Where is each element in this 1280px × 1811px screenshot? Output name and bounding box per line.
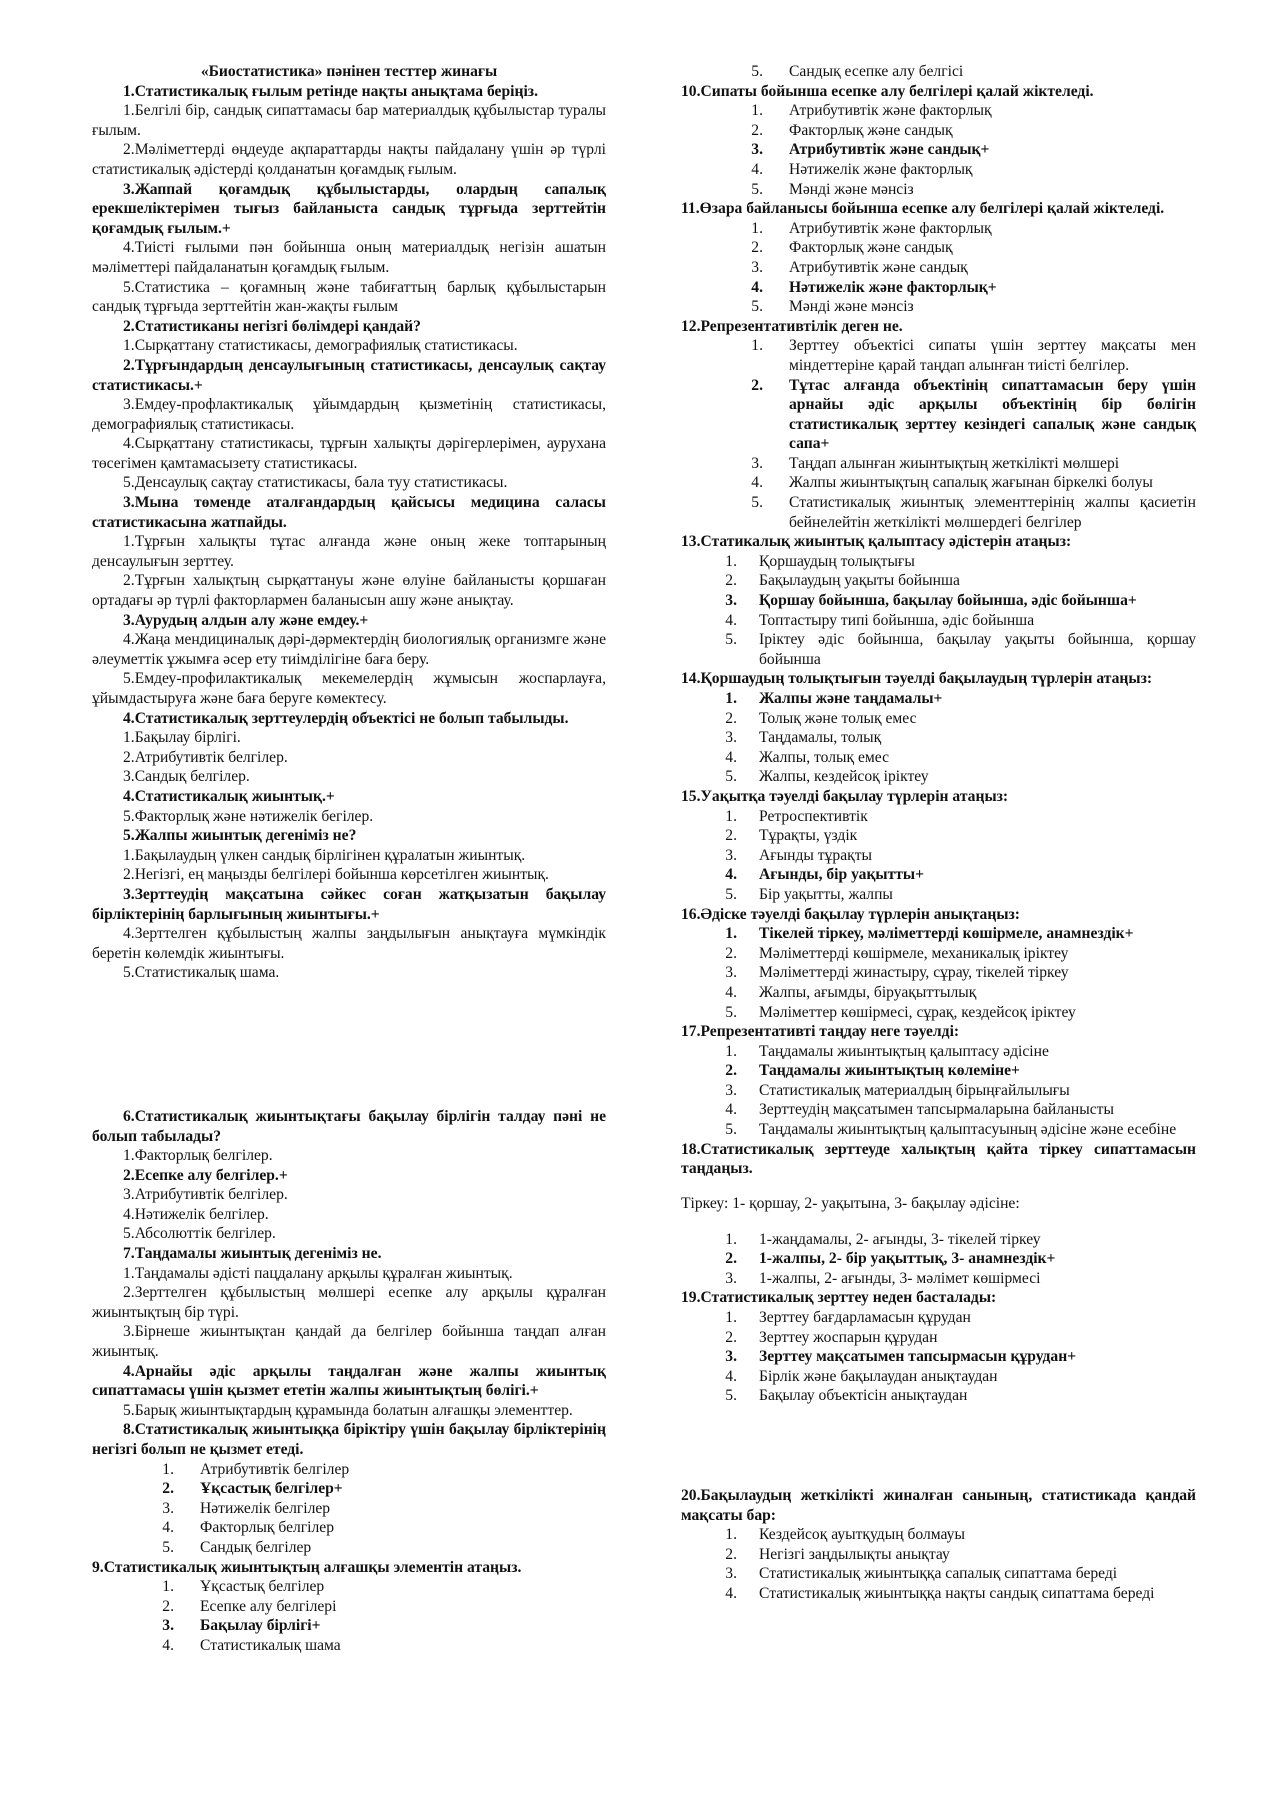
option-text: Кездейсоқ ауытқудың болмауы: [759, 1526, 965, 1544]
option-number: 3.: [751, 258, 763, 276]
question-text: 4.Статистикалық зерттеулердің объектісі не болып табылыды.: [123, 709, 569, 727]
option-number: 1.: [751, 102, 763, 120]
answer-option: 4.Тиісті ғылыми пән бойынша оның материалдық негізін ашатын мәліметтері пайдаланатын қоғамдық ғылым.: [92, 239, 606, 276]
list-item: [681, 983, 1196, 1003]
question-8-options: [92, 1460, 606, 1558]
option-number: 2.: [751, 376, 763, 394]
list-item: [681, 552, 1196, 572]
option-number: 4.: [751, 160, 763, 178]
list-item: [681, 591, 1196, 611]
list-item: [681, 709, 1196, 729]
list-item: [681, 924, 1196, 944]
option-text: Зерттеу жоспарын құрудан: [759, 1328, 938, 1346]
option-text: Атрибутивтік және сандық+: [789, 141, 990, 159]
answer-option: 2.Негізгі, ең маңызды белгілері бойынша көрсетілген жиынтық.: [123, 866, 549, 884]
option-number: 1.: [751, 337, 763, 355]
answer-option: 2.Зерттелген құбылыстың мөлшері есепке алу арқылы құралған жиынтықтың бір түрі.: [92, 1284, 606, 1321]
list-item: [681, 454, 1196, 474]
question-block-6: [92, 1107, 606, 1244]
list-item: [681, 121, 1196, 141]
question-block-20: [681, 1486, 1196, 1604]
page-gap: [92, 983, 606, 1107]
option-number: 2.: [725, 827, 737, 845]
question-block-3: [92, 493, 606, 709]
list-item: [92, 1460, 606, 1480]
question-block-5: [92, 826, 606, 983]
option-text: Нәтижелік белгілер: [200, 1499, 331, 1517]
list-item: [681, 846, 1196, 866]
list-item: [681, 219, 1196, 239]
question-text: 18.Статистикалық зерттеуде халықтың қайта тіркеу сипаттамасын таңдаңыз.: [681, 1140, 1196, 1178]
option-number: 1.: [725, 690, 737, 707]
option-number: 4.: [725, 611, 737, 629]
option-text: Таңдап алынған жиынтықтың жеткілікті мөлшері: [789, 454, 1120, 472]
option-number: 4.: [751, 278, 763, 296]
question-text: 1.Статистикалық ғылым ретінде нақты анықтама беріңіз.: [123, 82, 538, 100]
option-text: Зерттеу мақсатымен тапсырмасын құрудан+: [759, 1348, 1077, 1366]
list-item: [681, 728, 1196, 748]
option-number: 4.: [751, 474, 763, 492]
list-item: [681, 1269, 1196, 1289]
question-text: 20.Бақылаудың жеткілікті жиналған санының, статистикада қандай мақсаты бар:: [681, 1486, 1196, 1524]
option-number: 5.: [725, 1121, 737, 1139]
option-number: 5.: [725, 631, 737, 649]
list-item: [681, 865, 1196, 885]
option-text: Мәліметтерді жинастыру, сұрау, тікелей тіркеу: [759, 964, 1069, 982]
question-9-options: [92, 1577, 606, 1655]
option-text: Статистикалық материалдың бірыңғайлылығы: [759, 1081, 1070, 1099]
answer-option: 3.Аурудың алдын алу және емдеу.+: [123, 611, 369, 629]
option-number: 1.: [751, 219, 763, 237]
option-number: 4.: [725, 1584, 737, 1602]
list-item: [92, 1597, 606, 1617]
question-text: 3.Мына төменде аталғандардың қайсысы медицина саласы статистикасына жатпайды.: [92, 494, 606, 531]
option-number: 3.: [725, 964, 737, 982]
question-block-13: [681, 532, 1196, 669]
list-item: [681, 963, 1196, 983]
question-text: 5.Жалпы жиынтық дегеніміз не?: [123, 827, 357, 845]
question-text: 17.Репрезентативті таңдау неге тәуелді:: [681, 1023, 960, 1041]
option-number: 3.: [725, 1081, 737, 1099]
option-text: Статистикалық жиынтық элементтерінің жалпы қасиетін бейнелейтін жеткілікті мөлшердегі белгілер: [789, 494, 1196, 531]
question-block-2: [92, 317, 606, 493]
option-text: Жалпы жиынтықтың сапалық жағынан біркелкі болуы: [789, 474, 1153, 492]
list-item: [92, 1518, 606, 1538]
option-text: Таңдамалы, толық: [759, 729, 882, 747]
option-text: Бірлік және бақылаудан анықтаудан: [759, 1367, 998, 1385]
option-number: 3.: [725, 1269, 737, 1287]
question-text: 8.Статистикалық жиынтыққа біріктіру үшін бақылау бірліктерінің негізгі болып не қызмет етеді.: [92, 1421, 606, 1458]
list-item: [681, 473, 1196, 493]
answer-option: 5.Статистика – қоғамның және табиғаттың барлық құбылыстарын сандық тұрғыда зерттейтін жан-жақты ғылым: [92, 278, 606, 316]
question-text: 15.Уақытқа тәуелді бақылау түрлерін атаңыз:: [681, 787, 1009, 805]
option-text: Қоршау бойынша, бақылау бойынша, әдіс бойынша+: [759, 592, 1137, 610]
option-number: 2.: [725, 1250, 737, 1268]
answer-option: 4.Нәтижелік белгілер.: [123, 1205, 269, 1223]
answer-option: 3.Бірнеше жиынтықтан қандай да белгілер бойынша таңдап алған жиынтық.: [92, 1323, 606, 1361]
question-block-16: [681, 905, 1196, 1023]
question-text: 10.Сипаты бойынша есепке алу белгілері қалай жіктеледі.: [681, 82, 1094, 100]
option-text: Ретроспективтік: [759, 807, 868, 825]
option-text: Топтастыру типі бойынша, әдіс бойынша: [759, 611, 1035, 629]
list-item: [681, 885, 1196, 905]
option-text: Толық және толық емес: [759, 709, 917, 727]
option-number: 3.: [751, 141, 763, 159]
option-text: Бақылау бірлігі+: [200, 1617, 321, 1635]
option-text: Мәнді және мәнсіз: [789, 298, 914, 316]
question-block-17: [681, 1022, 1196, 1140]
option-number: 5.: [725, 1387, 737, 1405]
list-item: [681, 1367, 1196, 1387]
option-number: 1.: [725, 1230, 737, 1248]
option-text: Тұтас алғанда объектінің сипаттамасын беру үшін арнайы әдіс арқылы объектінің бір бөлігін статистикалық зерттеу кезіндегі сапалық және сандық сапа+: [789, 376, 1196, 453]
option-number: 2.: [725, 572, 737, 590]
option-number: 5.: [751, 180, 763, 198]
question-block-4: [92, 709, 606, 827]
list-item: [681, 62, 1196, 82]
option-text: Іріктеу әдіс бойынша, бақылау уақыты бойынша, қоршау бойынша: [759, 631, 1196, 668]
option-number: 4.: [725, 748, 737, 766]
option-text: 1-жаңдамалы, 2- ағынды, 3- тікелей тіркеу: [759, 1230, 1041, 1248]
answer-option: 2.Мәліметтерді өңдеуде ақпараттарды нақты пайдалану үшін әр түрлі статистикалық әдістерді қолданатын қоғамдық ғылым.: [92, 141, 606, 178]
option-text: Бақылау объектісін анықтаудан: [759, 1387, 968, 1405]
question-text: 2.Статистиканы негізгі бөлімдері қандай?: [123, 317, 421, 335]
option-number: 3.: [725, 846, 737, 864]
option-text: Қоршаудың толықтығы: [759, 552, 915, 570]
option-text: Атрибутивтік және факторлық: [789, 219, 992, 237]
list-item: [681, 140, 1196, 160]
list-item: [681, 101, 1196, 121]
option-text: Мәліметтер көшірмесі, сұрақ, кездейсоқ іріктеу: [759, 1003, 1076, 1021]
list-item: [681, 1120, 1196, 1140]
answer-option: 5.Факторлық және нәтижелік бегілер.: [123, 807, 374, 825]
list-item: [92, 1577, 606, 1597]
list-item: [681, 1564, 1196, 1584]
answer-option: 4.Арнайы әдіс арқылы таңдалған және жалпы жиынтық сипаттамасы үшін қызмет ететін жалпы жиынтықтың бөлігі.+: [92, 1362, 606, 1400]
option-number: 1.: [725, 1309, 737, 1326]
list-item: [681, 1525, 1196, 1545]
option-number: 4.: [725, 983, 737, 1001]
option-text: Сандық белгілер: [200, 1538, 312, 1556]
answer-option: 3.Сандық белгілер.: [123, 768, 250, 786]
option-text: Жалпы және таңдамалы+: [759, 690, 943, 707]
list-item: [681, 297, 1196, 317]
option-number: 1.: [725, 925, 737, 943]
option-text: Жалпы, ағымды, біруақыттылық: [759, 983, 977, 1001]
option-text: Статистикалық жиынтыққа нақты сандық сипаттама береді: [759, 1584, 1155, 1602]
answer-option: 1.Сырқаттану статистикасы, демографиялық статистикасы.: [123, 337, 518, 355]
option-number: 5.: [725, 1003, 737, 1021]
list-item: [681, 1100, 1196, 1120]
option-text: Сандық есепке алу белгісі: [789, 63, 964, 80]
list-item: [681, 1230, 1196, 1250]
list-item: [681, 748, 1196, 768]
option-number: 1.: [725, 1526, 737, 1544]
list-item: [681, 1308, 1196, 1328]
option-text: Атрибутивтік белгілер: [200, 1460, 350, 1478]
list-item: [681, 180, 1196, 200]
list-item: [681, 1584, 1196, 1604]
option-text: Зерттеудің мақсатымен тапсырмаларына байланысты: [759, 1101, 1114, 1119]
right-column: [681, 62, 1196, 1604]
option-number: 1.: [162, 1578, 174, 1596]
list-item: [681, 1061, 1196, 1081]
option-number: 1.: [162, 1460, 174, 1478]
option-text: Факторлық және сандық: [789, 121, 953, 139]
option-text: Нәтижелік және факторлық+: [789, 278, 997, 296]
question-text: 12.Репрезентативтілік деген не.: [681, 317, 903, 335]
list-item: [681, 630, 1196, 669]
list-item: [681, 1328, 1196, 1348]
answer-option: 1.Таңдамалы әдісті пацдалану арқылы құралған жиынтық.: [123, 1264, 513, 1282]
option-text: Негізгі заңдылықты анықтау: [759, 1545, 950, 1563]
answer-option: 3.Жаппай қоғамдық құбылыстарды, олардың сапалық ерекшеліктерімен тығыз байланыста сандық тұрғыда зерттейтін қоғамдық ғылым.+: [92, 180, 606, 237]
option-text: Тікелей тіркеу, мәліметтерді көшірмеле, анамнездік+: [759, 925, 1134, 943]
answer-option: 2.Тұрғын халықтың сырқаттануы және өлуіне байланысты қоршаған ортадағы әр түрлі факторлармен баланысын ашу және анықтау.: [92, 572, 606, 610]
option-text: Бір уақытты, жалпы: [759, 885, 893, 903]
list-item: [681, 944, 1196, 964]
option-number: 4.: [725, 866, 737, 884]
option-number: 2.: [162, 1597, 174, 1615]
answer-option: 1.Бақылау бірлігі.: [123, 729, 241, 747]
question-text: 6.Статистикалық жиынтықтағы бақылау бірлігін талдау пәні не болып табылады?: [92, 1107, 606, 1145]
list-item: [681, 1081, 1196, 1101]
answer-option: 4.Зерттелген құбылыстың жалпы заңдылығын анықтауға мүмкіндік беретін көлемдік жиынтығы.: [92, 925, 606, 962]
question-text: 13.Статикалық жиынтық қалыптасу әдістерін атаңыз:: [681, 533, 1072, 551]
question-text: 14.Қоршаудың толықтығын тәуелді бақылаудың түрлерін атаңыз:: [681, 670, 1153, 688]
option-number: 4.: [725, 1367, 737, 1385]
list-item: [92, 1538, 606, 1558]
question-block-1: [92, 82, 606, 317]
option-number: 3.: [162, 1617, 174, 1635]
option-text: Статистикалық шама: [200, 1636, 341, 1654]
option-number: 2.: [162, 1480, 174, 1498]
option-text: Жалпы, толық емес: [759, 748, 889, 766]
list-item: [681, 767, 1196, 787]
option-text: Бақылаудың уақыты бойынша: [759, 572, 960, 590]
answer-option: 1.Бақылаудың үлкен сандық бірлігінен құралатын жиынтық.: [123, 846, 526, 864]
page-gap: [681, 1406, 1196, 1486]
option-number: 2.: [751, 239, 763, 257]
option-text: Ұқсастық белгілер: [200, 1578, 325, 1596]
option-number: 5.: [725, 768, 737, 786]
list-item: [681, 238, 1196, 258]
question-text: 16.Әдіске тәуелді бақылау түрлерін анықтаңыз:: [681, 905, 1020, 923]
list-item: [681, 160, 1196, 180]
question-text: 9.Статистикалық жиынтықтың алғашқы элементін атаңыз.: [92, 1558, 522, 1576]
option-text: Тұрақты, үздік: [759, 827, 858, 845]
question-block-7: [92, 1244, 606, 1420]
answer-option: 3.Емдеу-профлактикалық ұйымдардың қызметінің статистикасы, демографиялық статистикасы.: [92, 396, 606, 433]
question-block-11: [681, 199, 1196, 317]
option-number: 5.: [162, 1538, 174, 1556]
option-text: Зерттеу бағдарламасын құрудан: [759, 1309, 971, 1326]
list-item: [681, 1386, 1196, 1406]
answer-option: 5.Абсолюттік белгілер.: [123, 1225, 276, 1243]
answer-option: 2.Есепке алу белгілер.+: [123, 1166, 288, 1184]
option-text: Есепке алу белгілері: [200, 1597, 337, 1615]
option-number: 2.: [725, 1328, 737, 1346]
question-block-8: [92, 1420, 606, 1459]
answer-option: 2.Атрибутивтік белгілер.: [123, 748, 288, 766]
list-item: [681, 1042, 1196, 1062]
option-number: 2.: [751, 121, 763, 139]
option-number: 5.: [751, 63, 763, 80]
option-text: Нәтижелік және факторлық: [789, 160, 973, 178]
list-item: [92, 1499, 606, 1519]
option-text: Ағынды, бір уақытты+: [759, 866, 924, 884]
answer-option: 1.Тұрғын халықты тұтас алғанда және оның жеке топтарының денсаулығын зерттеу.: [92, 533, 606, 570]
list-item: [681, 1249, 1196, 1269]
question-block-14: [681, 669, 1196, 787]
option-number: 3.: [725, 1348, 737, 1366]
list-item: [681, 689, 1196, 709]
list-item: [681, 1003, 1196, 1023]
list-item: [681, 826, 1196, 846]
list-item: [681, 1545, 1196, 1565]
list-item: [681, 571, 1196, 591]
option-number: 1.: [725, 1042, 737, 1060]
list-item: [92, 1636, 606, 1656]
option-number: 5.: [725, 885, 737, 903]
list-item: [92, 1479, 606, 1499]
option-number: 4.: [162, 1519, 174, 1537]
option-text: 1-жалпы, 2- бір уақыттық, 3- анамнездік+: [759, 1250, 1056, 1268]
list-item: [681, 376, 1196, 454]
option-text: Ағынды тұрақты: [759, 846, 872, 864]
option-text: Жалпы, кездейсоқ іріктеу: [759, 768, 929, 786]
option-text: Факторлық белгілер: [200, 1519, 335, 1537]
list-item: [681, 611, 1196, 631]
question-text: 11.Өзара байланысы бойынша есепке алу белгілері қалай жіктеледі.: [681, 200, 1165, 218]
answer-option: 4.Жаңа мендициналық дәрі-дәрмектердің биологиялық организмге және әлеуметтік ұжымға әсер ету тиімділігіне баға беру.: [92, 631, 606, 668]
option-text: Атрибутивтік және факторлық: [789, 102, 992, 120]
option-text: Ұқсастық белгілер+: [200, 1480, 343, 1498]
list-item: [681, 807, 1196, 827]
option-text: Мәліметтерді көшірмеле, механикалық іріктеу: [759, 944, 1069, 962]
option-number: 5.: [751, 494, 763, 512]
left-column: [92, 62, 606, 1656]
option-text: Таңдамалы жиынтықтың қалыптасуының әдісіне және есебіне: [759, 1121, 1177, 1139]
answer-option: 3.Атрибутивтік белгілер.: [123, 1186, 288, 1204]
question-text: 7.Таңдамалы жиынтық дегеніміз не.: [123, 1245, 382, 1263]
option-number: 2.: [725, 709, 737, 727]
question-block-19: [681, 1288, 1196, 1406]
question-block-9: [92, 1558, 606, 1578]
option-text: Таңдамалы жиынтықтың көлеміне+: [759, 1062, 1020, 1080]
option-text: Мәнді және мәнсіз: [789, 180, 914, 198]
option-number: 4.: [725, 1101, 737, 1119]
question-9-continuation: [681, 62, 1196, 82]
question-block-10: [681, 82, 1196, 200]
answer-option: 5.Емдеу-профилактикалық мекемелердің жұмысын жоспарлауға, ұйымдастыруға және баға беруге көмектесу.: [92, 670, 606, 707]
option-text: Таңдамалы жиынтықтың қалыптасу әдісіне: [759, 1042, 1049, 1060]
list-item: [681, 336, 1196, 375]
answer-option: 5.Барық жиынтықтардың құрамында болатын алғашқы элементтер.: [123, 1401, 573, 1419]
option-text: Зерттеу объектісі сипаты үшін зерттеу мақсаты мен міндеттеріне қарай таңдап алынған тиісті белгілер.: [789, 337, 1196, 374]
list-item: [681, 258, 1196, 278]
question-note: Тіркеу: 1- қоршау, 2- уақытына, 3- бақылау әдісіне:: [681, 1195, 1020, 1213]
option-number: 3.: [725, 592, 737, 610]
option-number: 2.: [725, 1062, 737, 1080]
option-number: 5.: [751, 298, 763, 316]
answer-option: 1.Белгілі бір, сандық сипаттамасы бар материалдық құбылыстар туралы ғылым.: [92, 102, 606, 139]
answer-option: 5.Денсаулық сақтау статистикасы, бала туу статистикасы.: [123, 474, 508, 492]
question-block-15: [681, 787, 1196, 905]
option-number: 4.: [162, 1636, 174, 1654]
answer-option: 2.Тұрғындардың денсаулығының статистикасы, денсаулық сақтау статистикасы.+: [92, 356, 606, 394]
option-number: 3.: [162, 1499, 174, 1517]
answer-option: 5.Статистикалық шама.: [123, 964, 280, 982]
option-text: Статистикалық жиынтыққа сапалық сипаттама береді: [759, 1565, 1118, 1583]
option-text: 1-жалпы, 2- ағынды, 3- мәлімет көшірмесі: [759, 1269, 1041, 1287]
option-number: 1.: [725, 552, 737, 570]
question-block-12: [681, 317, 1196, 533]
list-item: [92, 1616, 606, 1636]
question-block-18: [681, 1140, 1196, 1289]
answer-option: 3.Зерттеудің мақсатына сәйкес соған жатқызатын бақылау бірліктерінің барлығының жиынтығы.+: [92, 885, 606, 923]
option-number: 3.: [725, 729, 737, 747]
option-text: Факторлық және сандық: [789, 239, 953, 257]
option-number: 2.: [725, 944, 737, 962]
answer-option: 4.Сырқаттану статистикасы, тұрғын халықты дәрігерлерімен, аурухана төсегімен қамтамасызету статистикасы.: [92, 435, 606, 472]
question-text: 19.Статистикалық зерттеу неден басталады:: [681, 1289, 997, 1307]
option-text: Атрибутивтік және сандық: [789, 258, 968, 276]
list-item: [681, 278, 1196, 298]
option-number: 1.: [725, 807, 737, 825]
answer-option: 1.Факторлық белгілер.: [123, 1147, 273, 1165]
option-number: 3.: [751, 454, 763, 472]
list-item: [681, 493, 1196, 532]
list-item: [681, 1347, 1196, 1367]
page-title: «Биостатистика» пәнінен тесттер жинағы: [200, 63, 498, 80]
option-number: 3.: [725, 1565, 737, 1583]
option-number: 2.: [725, 1545, 737, 1563]
answer-option: 4.Статистикалық жиынтық.+: [123, 787, 335, 805]
